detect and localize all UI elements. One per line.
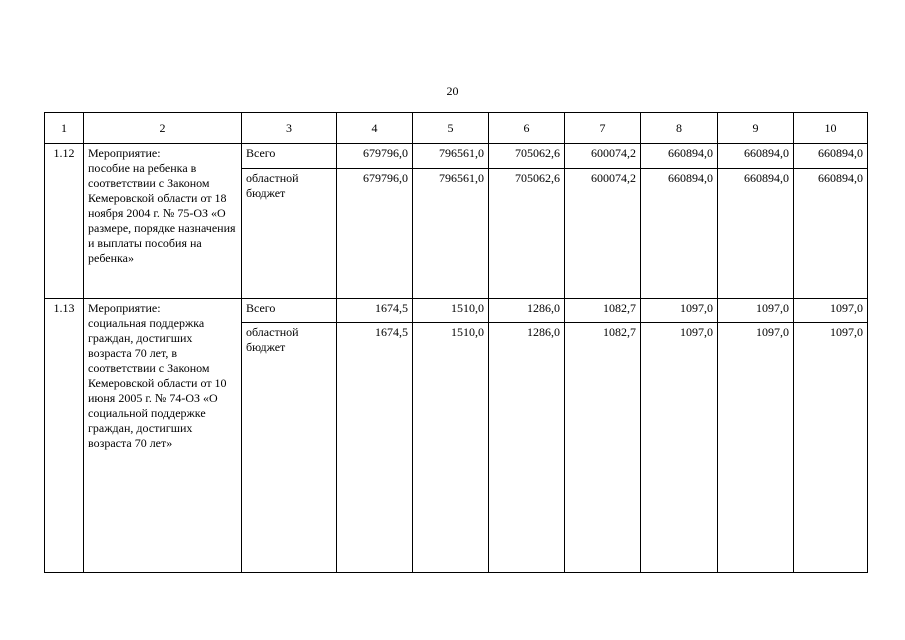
row-description: Мероприятие: пособие на ребенка в соответствии с Законом Кемеровской области от 18 ноября 2004 г. № 75-ОЗ «О размере, порядке назначения и выплаты пособия на ребенка» [84, 144, 242, 299]
row-number: 1.13 [45, 299, 84, 573]
column-header: 3 [242, 113, 337, 144]
column-header: 1 [45, 113, 84, 144]
column-header: 8 [641, 113, 718, 144]
column-header: 5 [413, 113, 489, 144]
amount-cell: 1674,5 [337, 299, 413, 323]
column-header: 2 [84, 113, 242, 144]
amount-cell: 1097,0 [794, 323, 868, 573]
amount-cell: 679796,0 [337, 144, 413, 169]
amount-cell: 1510,0 [413, 323, 489, 573]
row-number: 1.12 [45, 144, 84, 299]
page-number: 20 [446, 84, 459, 98]
amount-cell: 660894,0 [641, 144, 718, 169]
amount-cell: 600074,2 [565, 169, 641, 299]
amount-cell: 660894,0 [794, 144, 868, 169]
amount-cell: 1082,7 [565, 323, 641, 573]
amount-cell: 1082,7 [565, 299, 641, 323]
amount-cell: 1097,0 [794, 299, 868, 323]
column-header: 10 [794, 113, 868, 144]
column-header: 4 [337, 113, 413, 144]
funding-source: Всего [242, 299, 337, 323]
amount-cell: 660894,0 [718, 144, 794, 169]
amount-cell: 660894,0 [794, 169, 868, 299]
budget-table [44, 112, 868, 573]
table-row [45, 144, 868, 169]
amount-cell: 796561,0 [413, 169, 489, 299]
column-header: 6 [489, 113, 565, 144]
amount-cell: 796561,0 [413, 144, 489, 169]
amount-cell: 705062,6 [489, 169, 565, 299]
amount-cell: 660894,0 [718, 169, 794, 299]
amount-cell: 600074,2 [565, 144, 641, 169]
amount-cell: 660894,0 [641, 169, 718, 299]
table-header-row [45, 113, 868, 144]
column-header: 7 [565, 113, 641, 144]
funding-source: областной бюджет [242, 323, 337, 573]
table-row [45, 299, 868, 323]
amount-cell: 1286,0 [489, 323, 565, 573]
amount-cell: 679796,0 [337, 169, 413, 299]
amount-cell: 1286,0 [489, 299, 565, 323]
amount-cell: 1097,0 [718, 299, 794, 323]
amount-cell: 1510,0 [413, 299, 489, 323]
amount-cell: 1097,0 [641, 323, 718, 573]
amount-cell: 1097,0 [718, 323, 794, 573]
amount-cell: 705062,6 [489, 144, 565, 169]
funding-source: Всего [242, 144, 337, 169]
funding-source: областной бюджет [242, 169, 337, 299]
row-description: Мероприятие: социальная поддержка граждан, достигших возраста 70 лет, в соответствии с Законом Кемеровской области от 10 июня 2005 г. № 74-ОЗ «О социальной поддержке граждан, достигших возраста 70 лет» [84, 299, 242, 573]
amount-cell: 1097,0 [641, 299, 718, 323]
column-header: 9 [718, 113, 794, 144]
amount-cell: 1674,5 [337, 323, 413, 573]
